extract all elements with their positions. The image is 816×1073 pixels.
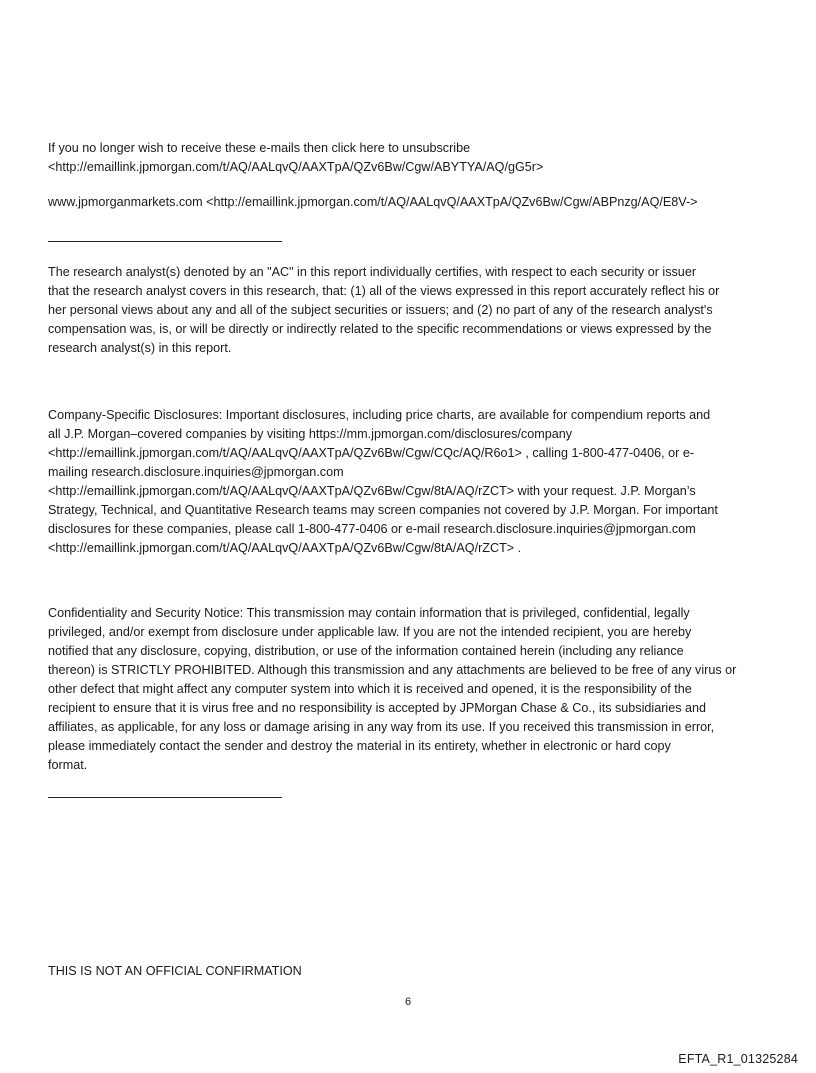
unsubscribe-paragraph: If you no longer wish to receive these e-mails then click here to unsubscribe <http://emaillink.jpmorgan.com/t/AQ/AALqvQ/AAXTpA/QZv6Bw/Cgw/ABYTYA/AQ/gG5r> [48,141,544,174]
analyst-certification-paragraph: The research analyst(s) denoted by an "AC" in this report individually certifies, with respect to each security or issuer that the research analyst covers in this research, that: (1) all of the views expressed in this report accurately reflect his or her personal views about any and all of the subject securities or issuers; and (2) no part of any of the research analyst's compensation was, is, or will be directly or indirectly related to the specific recommendations or views expressed by the research analyst(s) in this report. [48,265,720,355]
not-official-confirmation-notice: THIS IS NOT AN OFFICIAL CONFIRMATION [48,964,302,978]
bottom-separator-rule [48,797,282,798]
confidentiality-notice-paragraph: Confidentiality and Security Notice: This transmission may contain information that is privileged, confidential, legally privileged, and/or exempt from disclosure under applicable law. If you are not the intended recipient, you are hereby notified that any disclosure, copying, distribution, or use of the information contained herein (including any reliance thereon) is STRICTLY PROHIBITED. Although this transmission and any attachments are believed to be free of any virus or other defect that might affect any computer system into which it is received and opened, it is the responsibility of the recipient to ensure that it is virus free and no responsibility is accepted by JPMorgan Chase & Co., its subsidiaries and affiliates, as applicable, for any loss or damage arising in any way from its use. If you received this transmission in error, please immediately contact the sender and destroy the material in its entirety, whether in electronic or hard copy format. [48,606,737,772]
website-link-paragraph: www.jpmorganmarkets.com <http://emaillink.jpmorgan.com/t/AQ/AALqvQ/AAXTpA/QZv6Bw/Cgw/ABPnzg/AQ/E8V-> [48,195,698,209]
top-separator-rule [48,241,282,242]
page-number: 6 [404,996,412,1008]
document-id-stamp: EFTA_R1_01325284 [678,1052,798,1066]
company-disclosures-paragraph: Company-Specific Disclosures: Important disclosures, including price charts, are available for compendium reports and all J.P. Morgan–covered companies by visiting https://mm.jpmorgan.com/disclosures/company <http://emaillink.jpmorgan.com/t/AQ/AALqvQ/AAXTpA/QZv6Bw/Cgw/CQc/AQ/R6o1> , calling 1-800-477-0406, or e- mailing research.disclosure.inquiries@jpmorgan.com <http://emaillink.jpmorgan.com/t/AQ/AALqvQ/AAXTpA/QZv6Bw/Cgw/8tA/AQ/rZCT> with your request. J.P. Morgan’s Strategy, Technical, and Quantitative Research teams may screen companies not covered by J.P. Morgan. For important disclosures for these companies, please call 1-800-477-0406 or e-mail research.disclosure.inquiries@jpmorgan.com <http://emaillink.jpmorgan.com/t/AQ/AALqvQ/AAXTpA/QZv6Bw/Cgw/8tA/AQ/rZCT> . [48,408,718,555]
